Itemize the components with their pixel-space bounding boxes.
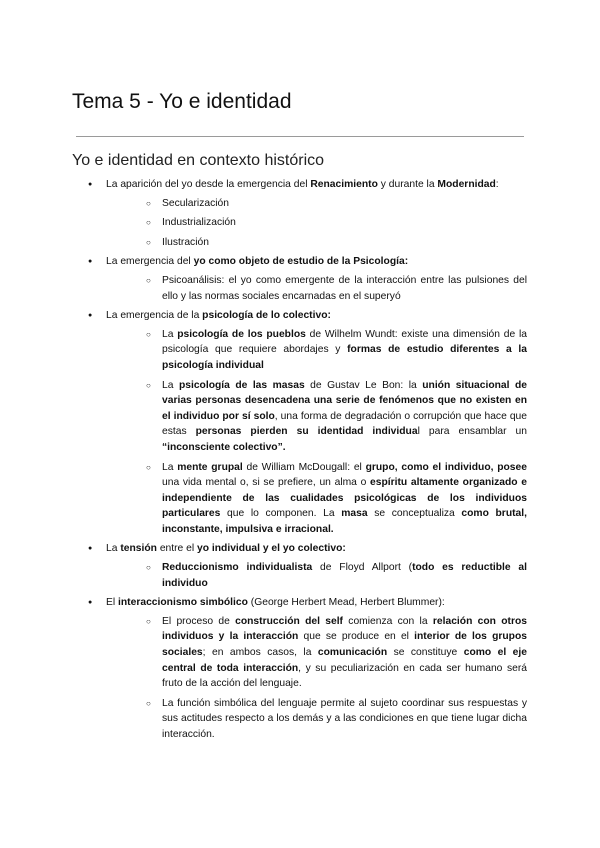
text-run: entre el — [156, 543, 198, 555]
bold-run: psicología de las masas — [178, 379, 305, 391]
bold-run: masa — [341, 508, 368, 520]
bold-run: Reduccionismo individualista — [162, 562, 313, 574]
text-run: Industrialización — [162, 217, 236, 229]
bullet-list — [88, 177, 527, 743]
text-run: , una forma de degradación o corrupción que hace que estas — [162, 410, 527, 438]
sub-list-item — [106, 215, 527, 231]
document-body — [88, 177, 527, 747]
bold-run: interaccionismo simbólico — [118, 597, 248, 609]
sub-list — [106, 327, 527, 538]
bold-run: Renacimiento — [310, 179, 378, 190]
bold-run: espíritu altamente organizado e independiente de las cualidades psicológicas de los individuos particulares — [162, 477, 527, 520]
bold-run: unión situacional de varias personas desencadena una serie de fenómenos que no existen en el individuo por sí solo — [162, 379, 528, 422]
sub-list-item — [106, 560, 527, 591]
text-run: y durante la — [377, 179, 438, 190]
bold-run: Modernidad — [437, 179, 496, 190]
bold-run: formas de estudio diferentes a la psicología individual — [162, 344, 527, 371]
sub-list-item — [106, 327, 527, 374]
list-item — [88, 177, 527, 250]
section-heading: Yo e identidad en contexto histórico — [72, 152, 325, 169]
sub-list-item — [106, 696, 527, 743]
list-item — [88, 254, 527, 304]
text-run: La — [162, 461, 178, 473]
text-run: se constituye — [387, 647, 464, 659]
bullet-text — [106, 308, 527, 324]
bold-run: tensión — [120, 543, 157, 555]
sub-list-item — [106, 196, 527, 212]
bold-run: grupo, como el individuo, posee — [365, 461, 527, 473]
bold-run: psicología de los pueblos — [177, 328, 306, 340]
bold-run: todo es reductible al individuo — [162, 562, 527, 589]
text-run: que lo componen. La — [220, 508, 342, 520]
text-run: La emergencia de la — [106, 310, 203, 322]
text-run: El proceso de — [162, 615, 236, 627]
bullet-text — [106, 541, 527, 557]
text-run: La — [106, 543, 121, 555]
sub-list-item — [106, 273, 527, 304]
bold-run: interior de los grupos sociales — [162, 631, 527, 659]
bullet-text — [106, 254, 527, 270]
sub-list-item — [106, 378, 527, 456]
list-item — [88, 541, 527, 591]
bold-run: yo individual y el yo colectivo: — [197, 543, 346, 555]
text-run: Secularización — [162, 197, 229, 209]
sub-list — [106, 273, 527, 304]
horizontal-divider — [76, 136, 524, 137]
list-item — [88, 595, 527, 742]
text-run: que se produce en el — [298, 631, 415, 643]
bold-run: comunicación — [317, 647, 388, 659]
bold-run: psicología de lo colectivo: — [202, 310, 331, 322]
bold-run: como el eje central de toda interacción — [162, 647, 527, 674]
bold-run: como brutal, inconstante, impulsiva e irracional. — [162, 508, 527, 535]
text-run: de Gustav Le Bon: la — [304, 379, 423, 391]
sub-list — [106, 196, 527, 251]
text-run: La emergencia del — [106, 256, 194, 268]
sub-list — [106, 614, 527, 743]
text-run: ; en ambos casos, la — [202, 647, 318, 659]
bold-run: relación con otros individuos y la interacción — [162, 615, 527, 643]
text-run: La función simbólica del lenguaje permite al sujeto coordinar sus respuestas y sus actitudes respecto a los demás y a las condiciones en que tiene lugar dicha interacción. — [162, 697, 527, 740]
text-run: La — [162, 379, 179, 391]
text-run: comienza con la — [343, 615, 433, 627]
text-run: , y su peculiarización en cada ser humano será fruto de la acción del lenguaje. — [162, 662, 527, 690]
text-run: de Floyd Allport ( — [312, 562, 413, 574]
bold-run: yo como objeto de estudio de la Psicología: — [193, 256, 409, 268]
text-run: La — [162, 328, 178, 340]
text-run: una vida mental o, si se prefiere, un alma o — [162, 477, 371, 489]
bold-run: “inconsciente colectivo”. — [162, 441, 286, 453]
bold-run: construcción del self — [235, 615, 343, 627]
bold-run: mente grupal — [177, 461, 243, 473]
text-run: : — [495, 179, 499, 190]
text-run: de William McDougall: el — [242, 461, 366, 473]
text-run: (George Herbert Mead, Herbert Blummer): — [247, 597, 445, 609]
text-run: de Wilhelm Wundt: existe una dimensión de la psicología que requiere abordajes y — [162, 328, 527, 356]
list-item — [88, 308, 527, 537]
text-run: l para ensamblar un — [417, 426, 528, 438]
sub-list-item — [106, 460, 527, 538]
bullet-text — [106, 177, 527, 193]
text-run: se conceptualiza — [367, 508, 462, 520]
text-run: Ilustración — [162, 236, 209, 248]
bullet-text — [106, 595, 527, 611]
text-run: Psicoanálisis: el yo como emergente de la interacción entre las pulsiones del ello y las normas sociales encarnadas en el superyó — [162, 274, 527, 302]
text-run: La aparición del yo desde la emergencia del — [106, 179, 311, 190]
bold-run: personas pierden su identidad individua — [195, 426, 418, 438]
page-title: Tema 5 - Yo e identidad — [72, 90, 292, 113]
sub-list-item — [106, 614, 527, 692]
sub-list — [106, 560, 527, 591]
sub-list-item — [106, 235, 527, 251]
text-run: El — [106, 597, 119, 609]
